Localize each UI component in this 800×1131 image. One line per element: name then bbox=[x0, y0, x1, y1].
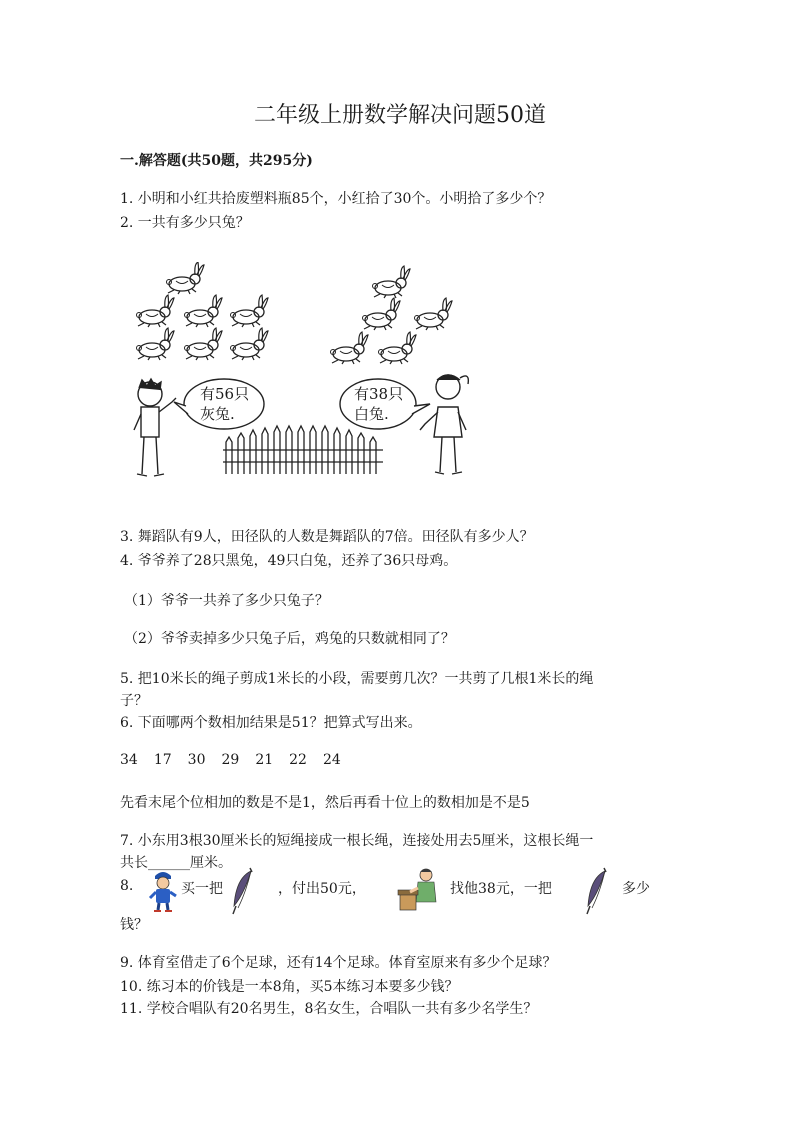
page-title: 二年级上册数学解决问题50道 bbox=[254, 103, 546, 128]
section-heading: 一.解答题(共50题，共295分) bbox=[120, 153, 313, 169]
question-6-hint: 先看末尾个位相加的数是不是1，然后再看十位上的数相加是不是5 bbox=[120, 795, 530, 811]
right-bubble-line-1: 有38只 bbox=[354, 385, 404, 403]
question-11: 11. 学校合唱队有20名男生，8名女生，合唱队一共有多少名学生？ bbox=[120, 1001, 538, 1017]
question-10: 10. 练习本的价钱是一本8角，买5本练习本要多少钱？ bbox=[120, 979, 459, 995]
number-item: 34 bbox=[120, 752, 138, 768]
left-bubble-line-1: 有56只 bbox=[200, 385, 250, 403]
umbrella-picture-2 bbox=[584, 866, 610, 920]
fence bbox=[223, 426, 383, 474]
rabbit-figure bbox=[120, 262, 490, 487]
question-8-end: 钱？ bbox=[120, 917, 148, 933]
number-item: 21 bbox=[255, 752, 274, 768]
number-item: 24 bbox=[322, 752, 341, 768]
grey-rabbits bbox=[137, 262, 269, 360]
question-8-buy: 买一把 bbox=[181, 881, 223, 897]
rabbit-illustration bbox=[120, 262, 490, 487]
number-item: 29 bbox=[221, 752, 240, 768]
question-5-line-1: 5. 把10米长的绳子剪成1米长的小段，需要剪几次？一共剪了几根1米长的绳 bbox=[120, 671, 594, 687]
question-4-part-2: （2）爷爷卖掉多少只兔子后，鸡兔的只数就相同了？ bbox=[124, 631, 455, 647]
question-8-pay: ，付出50元， bbox=[278, 881, 366, 897]
boy-figure bbox=[134, 379, 176, 476]
question-3: 3. 舞蹈队有9人，田径队的人数是舞蹈队的7倍。田径队有多少人？ bbox=[120, 529, 534, 545]
shopkeeper-picture bbox=[396, 866, 442, 916]
customer-picture bbox=[148, 866, 178, 916]
question-2: 2. 一共有多少只兔？ bbox=[120, 215, 250, 231]
number-item: 22 bbox=[289, 752, 307, 768]
question-7-line-1: 7. 小东用3根30厘米长的短绳接成一根长绳，连接处用去5厘米，这根长绳一 bbox=[120, 833, 594, 849]
left-bubble-line-2: 灰兔. bbox=[200, 405, 235, 423]
question-4-part-1: （1）爷爷一共养了多少只兔子？ bbox=[124, 593, 329, 609]
umbrella-icon bbox=[584, 866, 610, 916]
question-5-line-2: 子？ bbox=[120, 693, 148, 709]
girl-figure bbox=[420, 375, 468, 474]
question-7-line-2: 共长______厘米。 bbox=[120, 855, 232, 871]
number-list bbox=[120, 752, 357, 768]
question-1: 1. 小明和小红共拾废塑料瓶85个，小红拾了30个。小明拾了多少个？ bbox=[120, 191, 552, 207]
umbrella-picture-1 bbox=[230, 866, 256, 920]
question-8-how: 多少 bbox=[622, 881, 650, 897]
shopkeeper-icon bbox=[396, 866, 442, 912]
question-8-number: 8. bbox=[120, 878, 134, 894]
customer-icon bbox=[148, 866, 178, 912]
number-item: 17 bbox=[153, 752, 172, 768]
right-bubble-text bbox=[354, 384, 403, 424]
white-rabbits bbox=[331, 266, 453, 364]
question-4: 4. 爷爷养了28只黑兔，49只白兔，还养了36只母鸡。 bbox=[120, 553, 458, 569]
umbrella-icon bbox=[230, 866, 256, 916]
number-item: 30 bbox=[187, 752, 206, 768]
right-bubble-line-2: 白兔. bbox=[354, 405, 389, 423]
question-9: 9. 体育室借走了6个足球，还有14个足球。体育室原来有多少个足球？ bbox=[120, 955, 557, 971]
question-6: 6. 下面哪两个数相加结果是51？把算式写出来。 bbox=[120, 715, 422, 731]
question-8-change: 找他38元，一把 bbox=[450, 881, 552, 897]
left-bubble-text bbox=[200, 384, 249, 424]
